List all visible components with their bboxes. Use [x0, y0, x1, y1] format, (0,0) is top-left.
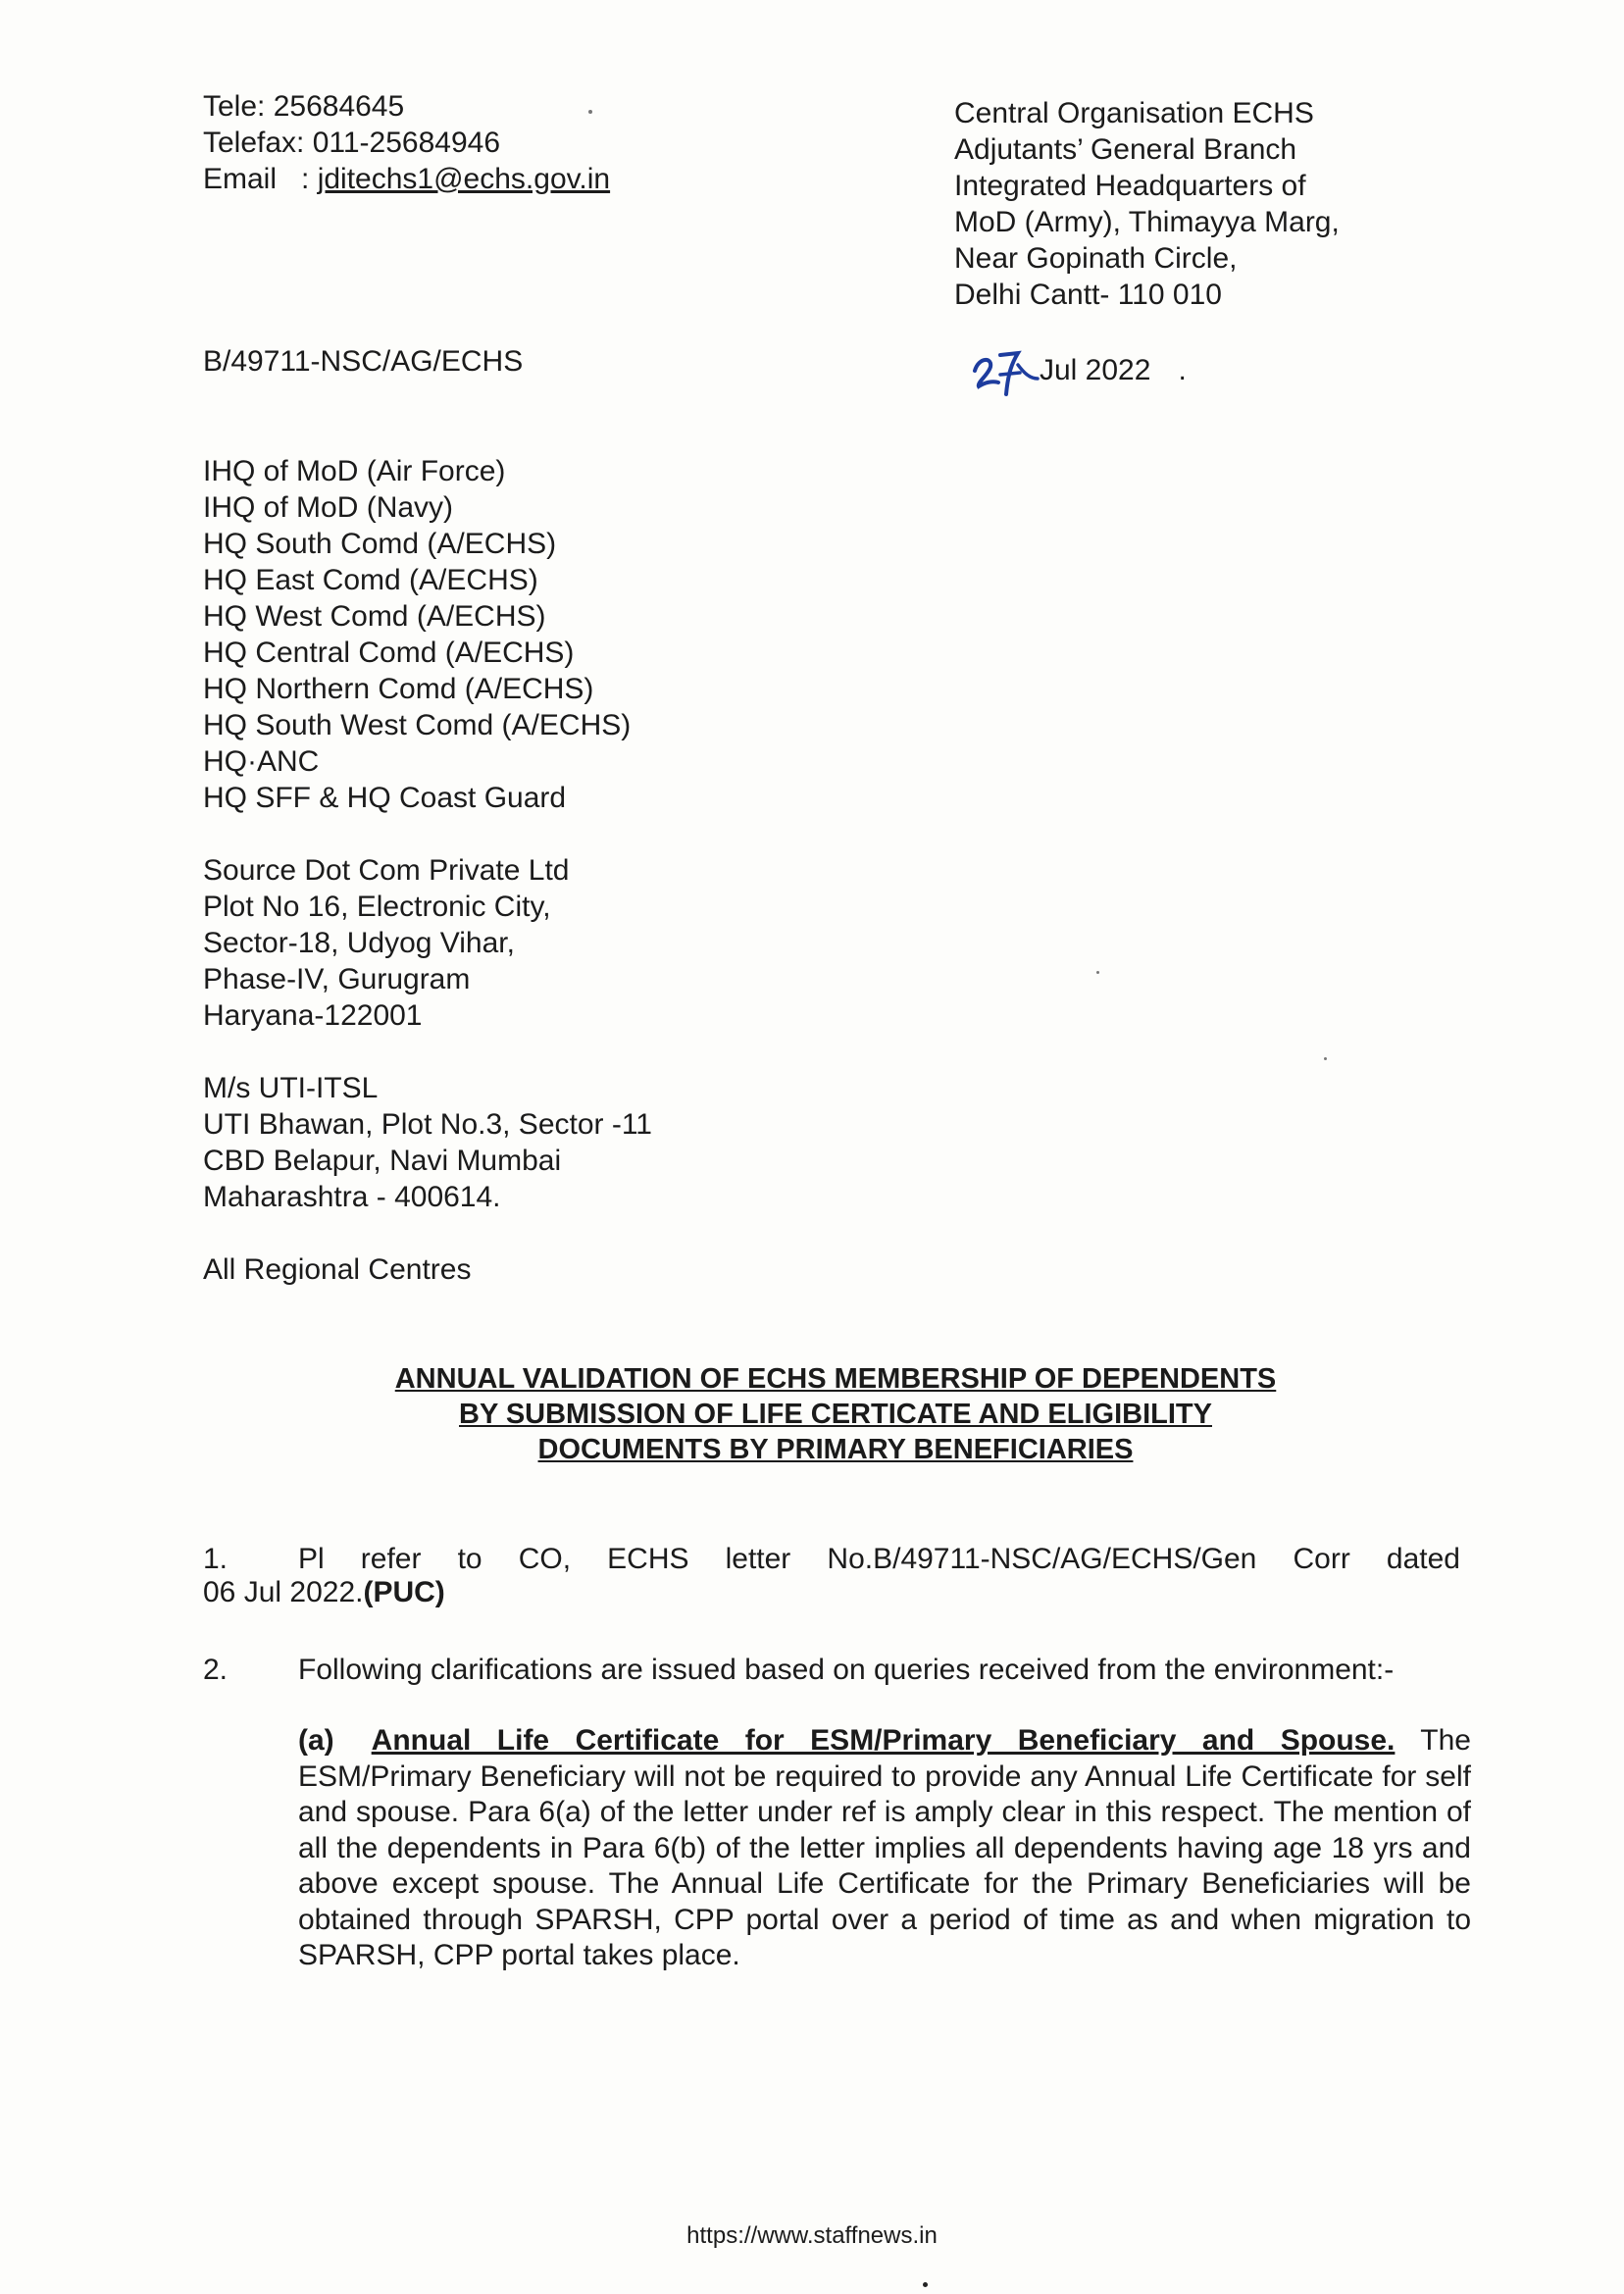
- addressee-line: Phase-IV, Gurugram: [203, 963, 471, 995]
- sender-address: [954, 95, 1340, 313]
- scan-speck: [923, 2282, 928, 2287]
- subject-line: ANNUAL VALIDATION OF ECHS MEMBERSHIP OF DEPENDENTS: [394, 1363, 1277, 1395]
- addressee-line: Maharashtra - 400614.: [203, 1181, 501, 1213]
- addressee-group-uti-itsl: [203, 1070, 652, 1215]
- paragraph-1-line-2: [203, 1576, 1460, 1609]
- addressee-group-regional: [203, 1251, 652, 1288]
- scan-speck: [588, 110, 592, 114]
- sub-paragraph-text: The ESM/Primary Beneficiary will not be required to provide any Annual Life Certificate for self and spouse. Para 6(a) of the letter under ref is amply clear in this respect. The mention of all the dependents in Para 6(b) of the letter implies all dependents having age 18 yrs and above except spouse. The Annual Life Certificate for the Primary Beneficiaries will be obtained through SPARSH, CPP portal over a period of time as and when migration to SPARSH, CPP portal takes place.: [298, 1724, 1471, 1971]
- addressee-line: HQ Northern Comd (A/ECHS): [203, 673, 594, 705]
- paragraph-number: 2.: [203, 1654, 228, 1686]
- address-line: Adjutants’ General Branch: [954, 133, 1297, 166]
- address-line: Delhi Cantt- 110 010: [954, 279, 1222, 311]
- addressee-group-source-dot-com: [203, 852, 652, 1034]
- paragraph-2: [203, 1652, 1460, 1688]
- address-line: MoD (Army), Thimayya Marg,: [954, 206, 1340, 238]
- addressee-line: Sector-18, Udyog Vihar,: [203, 927, 515, 959]
- paragraph-text: 06 Jul 2022.: [203, 1576, 364, 1608]
- addressee-list: [203, 453, 652, 1324]
- paragraph-text: Following clarifications are issued based on queries received from the environment:-: [298, 1654, 1395, 1686]
- date-trailing-mark: .: [1178, 354, 1187, 386]
- addressee-line: HQ Central Comd (A/ECHS): [203, 637, 575, 669]
- sub-paragraph-label: (a): [298, 1724, 334, 1757]
- paragraph-1-line-1: [203, 1543, 1460, 1576]
- scan-speck: [1096, 971, 1099, 974]
- addressee-line: HQ South West Comd (A/ECHS): [203, 709, 632, 741]
- email-label: Email :: [203, 163, 318, 195]
- subject-line: BY SUBMISSION OF LIFE CERTICATE AND ELIGIBILITY: [459, 1399, 1212, 1430]
- address-line: Near Gopinath Circle,: [954, 242, 1238, 275]
- subject-line: DOCUMENTS BY PRIMARY BENEFICIARIES: [537, 1434, 1134, 1465]
- addressee-line: CBD Belapur, Navi Mumbai: [203, 1145, 562, 1177]
- paragraph-1: [203, 1543, 1460, 1609]
- telefax: Telefax: 011-25684946: [203, 127, 501, 159]
- addressee-line: Plot No 16, Electronic City,: [203, 891, 551, 923]
- letter-date: [971, 343, 1187, 397]
- paragraph-number: 1.: [203, 1543, 228, 1575]
- addressee-line: UTI Bhawan, Plot No.3, Sector -11: [203, 1108, 652, 1141]
- tele: Tele: 25684645: [203, 90, 405, 123]
- reference-number: B/49711-NSC/AG/ECHS: [203, 345, 524, 378]
- addressee-line: Source Dot Com Private Ltd: [203, 854, 570, 887]
- email-line: [203, 161, 610, 197]
- addressee-line: HQ SFF & HQ Coast Guard: [203, 782, 567, 814]
- scan-speck: [1324, 1057, 1327, 1060]
- addressee-line: All Regional Centres: [203, 1253, 472, 1286]
- sub-paragraph-2a: [298, 1723, 1471, 1974]
- addressee-line: M/s UTI-ITSL: [203, 1072, 379, 1104]
- addressee-group-commands: [203, 453, 652, 816]
- address-line: Integrated Headquarters of: [954, 170, 1306, 202]
- addressee-line: HQ East Comd (A/ECHS): [203, 564, 538, 596]
- handwritten-day-signature: [971, 343, 1040, 397]
- footer-url[interactable]: https://www.staffnews.in: [686, 2222, 938, 2249]
- puc-marker: (PUC): [363, 1576, 445, 1608]
- email-link[interactable]: jditechs1@echs.gov.in: [317, 163, 611, 195]
- addressee-line: HQ·ANC: [203, 745, 320, 778]
- addressee-line: Haryana-122001: [203, 999, 423, 1032]
- paragraph-text: Pl refer to CO, ECHS letter No.B/49711-NSC/AG/ECHS/Gen Corr dated: [298, 1543, 1460, 1575]
- addressee-line: HQ South Comd (A/ECHS): [203, 528, 557, 560]
- addressee-line: IHQ of MoD (Navy): [203, 491, 454, 524]
- contact-block: [203, 88, 610, 197]
- subject-heading: [203, 1361, 1468, 1467]
- date-text: Jul 2022: [1040, 354, 1151, 386]
- sub-paragraph-heading: Annual Life Certificate for ESM/Primary Beneficiary and Spouse.: [371, 1724, 1396, 1757]
- addressee-line: IHQ of MoD (Air Force): [203, 455, 506, 487]
- addressee-line: HQ West Comd (A/ECHS): [203, 600, 546, 633]
- address-line: Central Organisation ECHS: [954, 97, 1314, 129]
